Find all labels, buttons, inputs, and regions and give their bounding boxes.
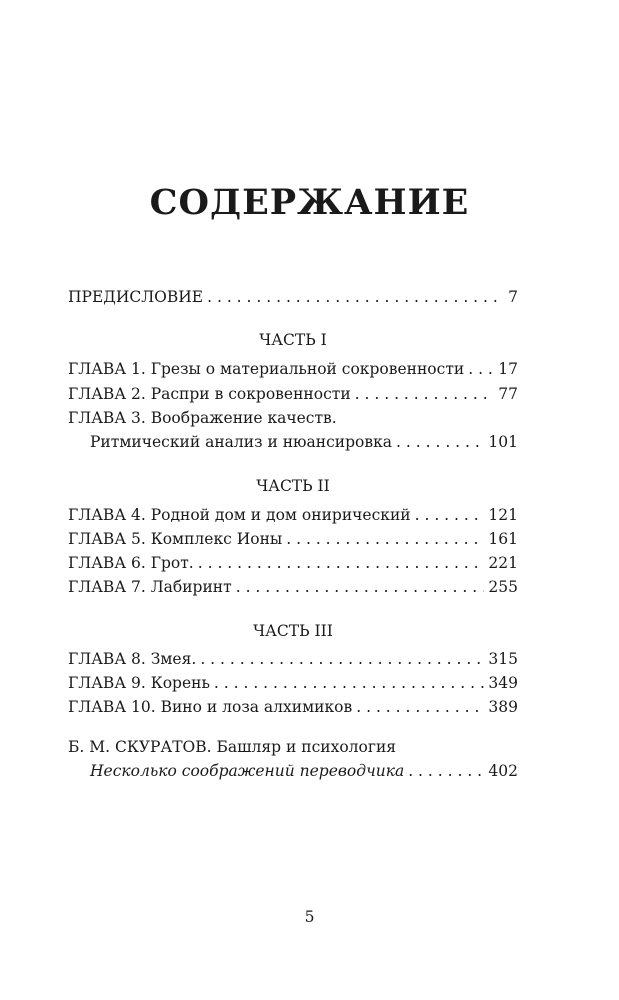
- toc-entry-chapter-6[interactable]: [68, 551, 518, 575]
- toc-entry-chapter-4[interactable]: [68, 503, 518, 527]
- dot-leader: [468, 357, 494, 381]
- dot-leader: [198, 551, 485, 575]
- toc-entry-page: 101: [488, 433, 518, 451]
- toc-entry-chapter-8[interactable]: [68, 647, 518, 671]
- dot-leader: [200, 647, 484, 671]
- toc-entry-label: ГЛАВА 1. Грезы о материальной сокровенности: [68, 360, 465, 378]
- toc-entry-page: 349: [488, 674, 518, 692]
- toc-entry-chapter-7[interactable]: [68, 575, 518, 599]
- dot-leader: [236, 575, 485, 599]
- toc-entry-page: 161: [488, 530, 518, 548]
- page-title: СОДЕРЖАНИЕ: [149, 182, 470, 223]
- toc-entry-page: 315: [488, 650, 518, 668]
- dot-leader: [396, 430, 484, 454]
- toc-entry-afterword-subtitle[interactable]: [90, 759, 518, 783]
- dot-leader: [355, 382, 495, 406]
- toc-entry-page: 221: [488, 554, 518, 572]
- toc-entry-page: 77: [498, 385, 518, 403]
- toc-entry-chapter-3[interactable]: ГЛАВА 3. Воображение качеств.: [68, 409, 337, 427]
- toc-entry-page: 121: [488, 506, 518, 524]
- dot-leader: [214, 671, 485, 695]
- dot-leader: [408, 759, 484, 783]
- toc-entry-chapter-10[interactable]: [68, 695, 518, 719]
- toc-entry-chapter-2[interactable]: [68, 382, 518, 406]
- part-heading-2: ЧАСТЬ II: [256, 477, 330, 495]
- page-number: 5: [304, 908, 315, 926]
- toc-entry-page: 255: [488, 578, 518, 596]
- toc-entry-label: ГЛАВА 7. Лабиринт: [68, 578, 232, 596]
- toc-entry-chapter-5[interactable]: [68, 527, 518, 551]
- toc-entry-label: Ритмический анализ и нюансировка: [90, 433, 393, 451]
- toc-entry-label: ГЛАВА 9. Корень: [68, 674, 210, 692]
- toc-entry-label: ГЛАВА 4. Родной дом и дом онирический: [68, 506, 411, 524]
- part-heading-1: ЧАСТЬ I: [259, 331, 327, 349]
- toc-entry-page: 402: [488, 762, 518, 780]
- toc-entry-page: 389: [488, 698, 518, 716]
- toc-entry-page: 7: [508, 288, 518, 306]
- toc-entry-chapter-9[interactable]: [68, 671, 518, 695]
- toc-entry-label: ГЛАВА 10. Вино и лоза алхимиков: [68, 698, 353, 716]
- toc-entry-chapter-1[interactable]: [68, 357, 518, 381]
- part-heading-3: ЧАСТЬ III: [253, 622, 333, 640]
- toc-entry-page: 17: [498, 360, 518, 378]
- toc-entry-label: ГЛАВА 5. Комплекс Ионы: [68, 530, 283, 548]
- toc-entry-chapter-3-continuation[interactable]: [90, 430, 518, 454]
- toc-entry-label: ГЛАВА 2. Распри в сокровенности: [68, 385, 351, 403]
- toc-entry-preface[interactable]: [68, 285, 518, 309]
- toc-entry-label: ГЛАВА 8. Змея.: [68, 650, 197, 668]
- toc-entry-label: Несколько соображений переводчика: [90, 762, 405, 780]
- dot-leader: [415, 503, 485, 527]
- toc-entry-afterword[interactable]: Б. М. СКУРАТОВ. Башляр и психология: [68, 738, 397, 756]
- dot-leader: [207, 285, 504, 309]
- toc-entry-label: ПРЕДИСЛОВИЕ: [68, 288, 204, 306]
- dot-leader: [286, 527, 484, 551]
- dot-leader: [356, 695, 484, 719]
- toc-entry-label: ГЛАВА 6. Грот.: [68, 554, 194, 572]
